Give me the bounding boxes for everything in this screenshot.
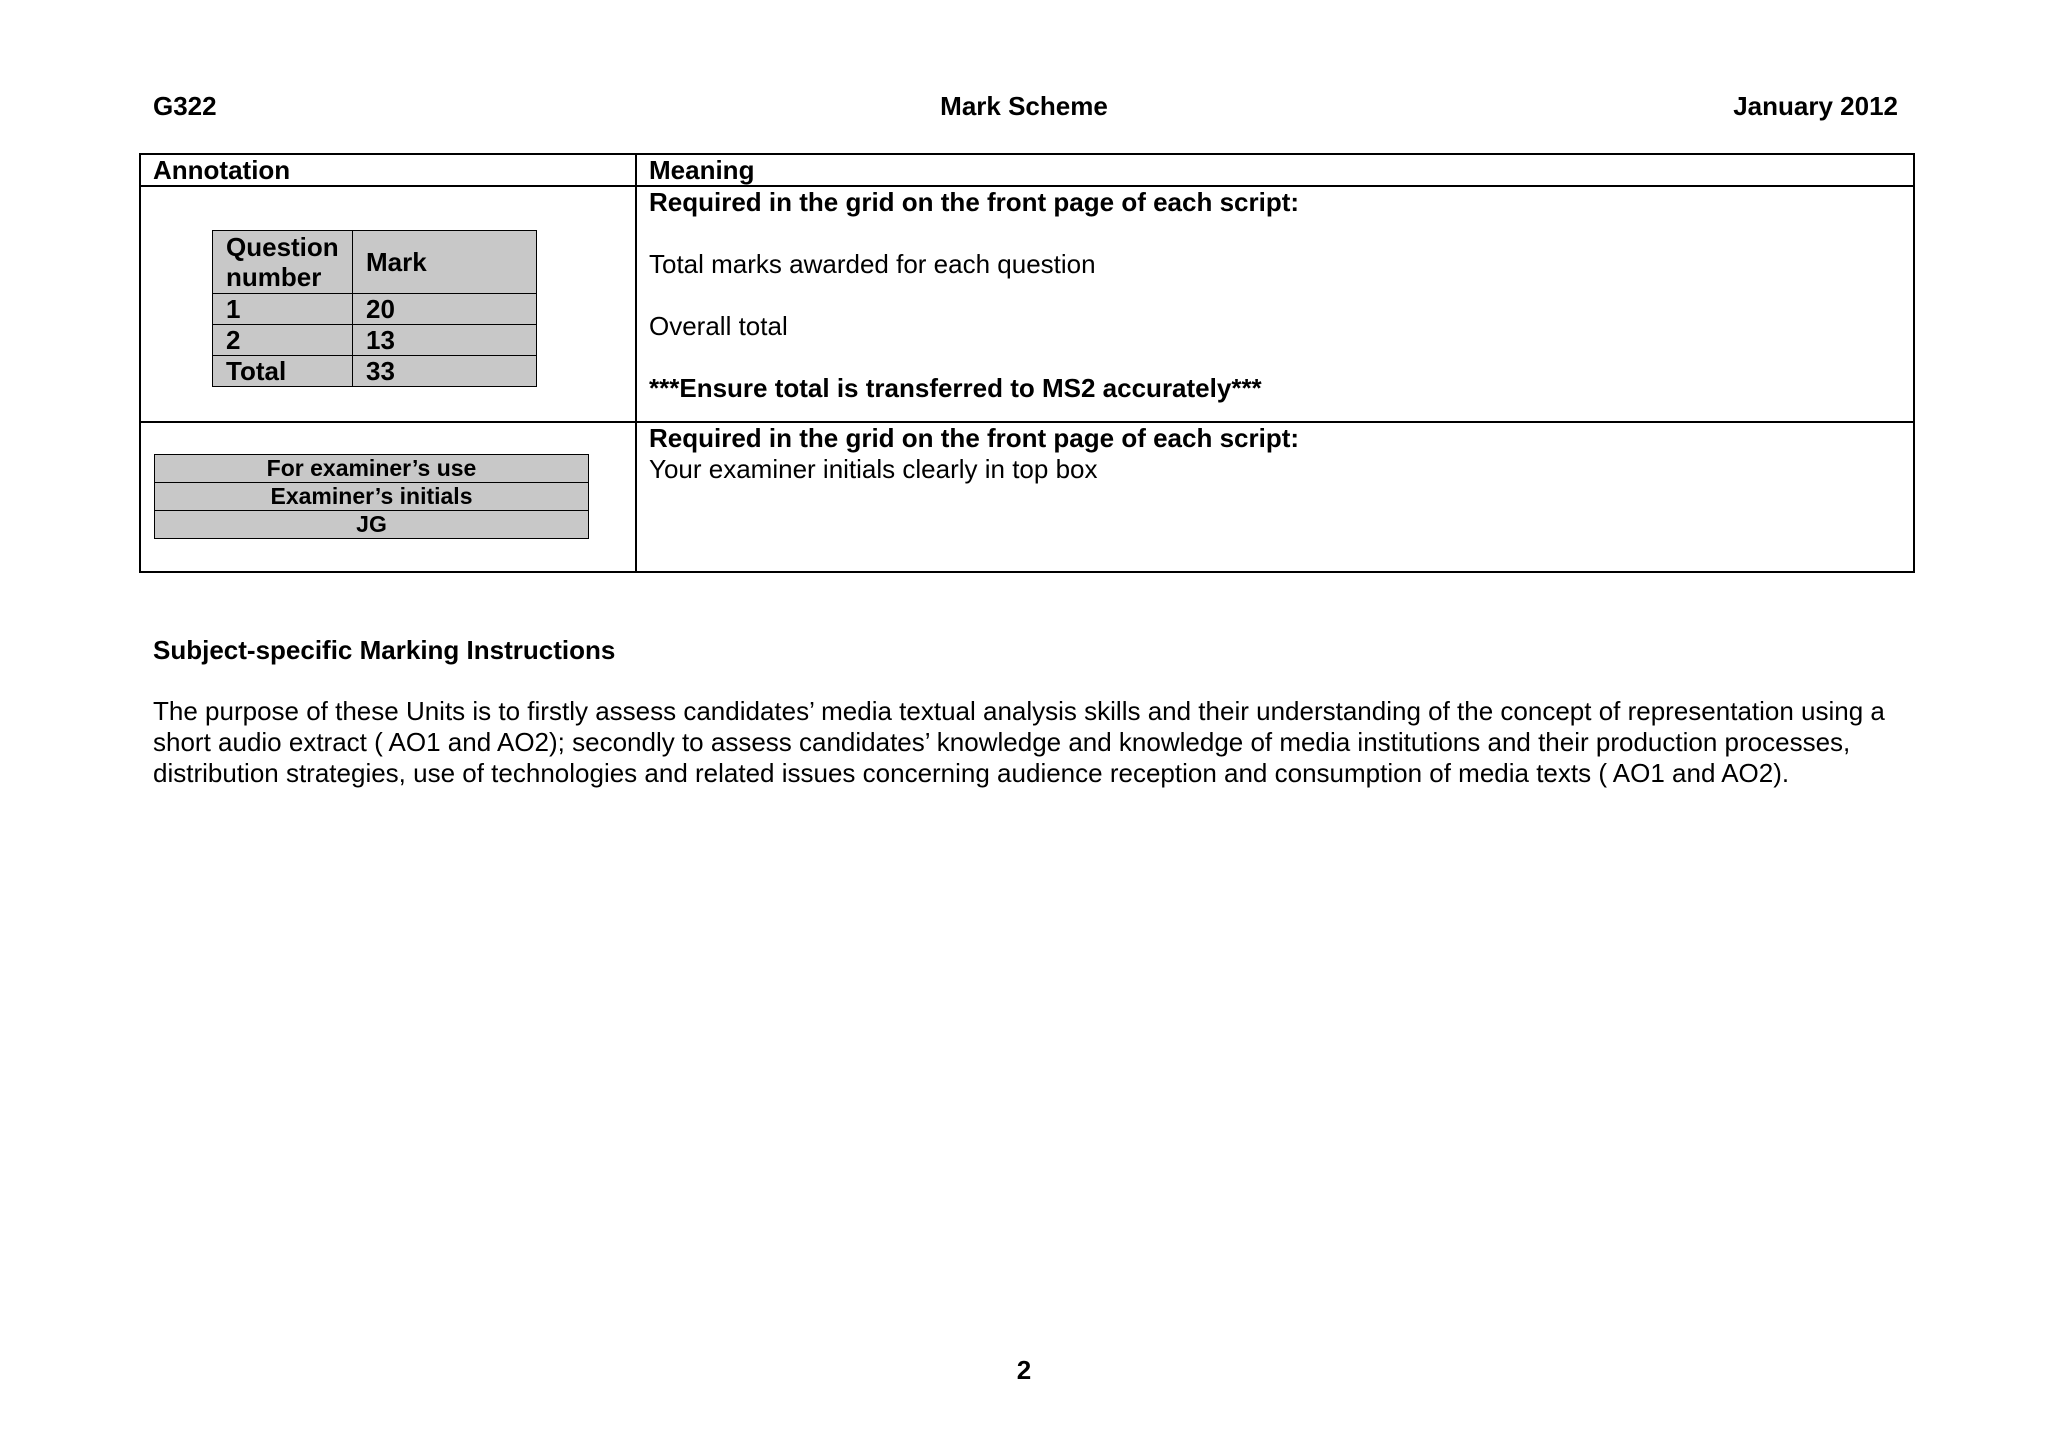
mark-grid-question-header: Question number [213,231,353,294]
examiner-box-cell [140,422,636,572]
mark-grid-question: 2 [213,325,353,356]
section-heading: Subject-specific Marking Instructions [153,635,616,665]
mark-grid-mark: 33 [353,356,537,387]
section-paragraph: The purpose of these Units is to firstly assess candidates’ media textual analysis skills and their understanding of the concept of representation using a short audio extract ( AO1 and AO2); secondly to assess candidates’ knowledge and knowledge of media institutions and their production processes, distribution strategies, use of technologies and related issues concerning audience reception and consumption of media texts ( AO1 and AO2). [153,696,1885,788]
meaning-line: Total marks awarded for each question [649,249,1096,279]
mark-grid-mark-header: Mark [353,231,537,294]
mark-grid-mark: 13 [353,325,537,356]
meaning-line: Your examiner initials clearly in top box [649,454,1098,484]
mark-grid-header-row [213,231,537,294]
examiner-box [154,454,589,539]
document-title: Mark Scheme [940,91,1108,121]
examiner-initials: JG [155,511,589,539]
meaning-cell-initials [636,422,1914,572]
document-date: January 2012 [1733,91,1898,121]
mark-grid-row [213,325,537,356]
mark-grid-total-row [213,356,537,387]
annotation-table [139,153,1915,573]
meaning-heading: Required in the grid on the front page of each script: [649,423,1300,453]
document-code: G322 [153,91,217,121]
examiner-box-label: Examiner’s initials [155,483,589,511]
mark-grid [212,230,537,387]
meaning-line: Overall total [649,311,788,341]
meaning-emphasis-line: ***Ensure total is transferred to MS2 accurately*** [649,373,1262,403]
annotation-column-header: Annotation [140,154,636,186]
annotation-table-header-row [140,154,1914,186]
examiner-box-title: For examiner’s use [155,455,589,483]
mark-grid-row [213,294,537,325]
meaning-heading: Required in the grid on the front page of each script: [649,187,1300,217]
mark-grid-question: Total [213,356,353,387]
mark-grid-mark: 20 [353,294,537,325]
mark-grid-cell [140,186,636,422]
annotation-row-marks [140,186,1914,422]
meaning-column-header: Meaning [636,154,1914,186]
annotation-row-initials [140,422,1914,572]
mark-grid-question: 1 [213,294,353,325]
meaning-cell-marks [636,186,1914,422]
page-number: 2 [1016,1355,1032,1385]
